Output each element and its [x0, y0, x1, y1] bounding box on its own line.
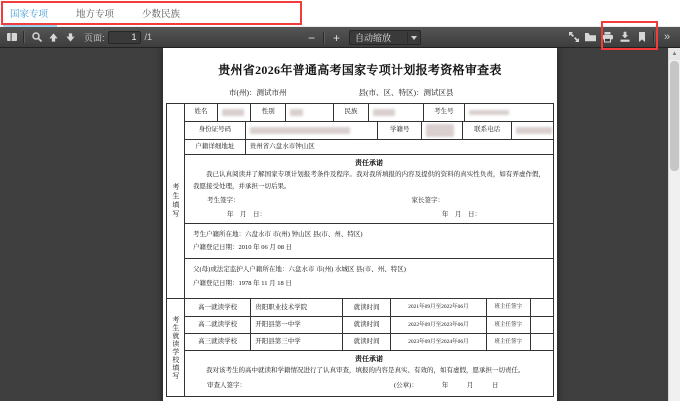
search-button[interactable] [28, 29, 45, 45]
bookmark-icon [637, 31, 647, 43]
candidate-no-value [465, 104, 553, 121]
page-number-label: 页面: [84, 32, 105, 43]
grade1-time-label: 就读时间 [343, 299, 391, 316]
school-section-label: 考生就读学校填写 [167, 299, 185, 396]
redacted-value [222, 109, 244, 116]
table-row [185, 299, 553, 316]
zoom-out-button[interactable]: − [307, 30, 315, 45]
grade3-time-value: 2023年09月至2024年06月 [391, 334, 487, 350]
grade1-teacher-label: 班主任签字 [487, 299, 531, 316]
grade3-teacher-label: 班主任签字 [487, 334, 531, 350]
toolbar-separator [23, 31, 25, 43]
residence-line: 考生户籍所在地：六盘水市 市(州) 钟山区 县(市、州、特区) [193, 230, 363, 238]
official-seal-label: (公章)： [394, 382, 418, 390]
candidate-pledge [185, 154, 553, 223]
guardian-residence-row [185, 258, 553, 298]
grade2-school-label: 高二就读学校 [185, 317, 251, 333]
pledge-body: 我已认真阅读并了解国家专项计划报考条件及程序。我对我所填报的内容及提供的资料的真实性负责，如有弄虚作假，我愿接受处理，并承担一切后果。 [193, 170, 545, 191]
address-label: 户籍详细地址 [185, 140, 246, 154]
table-row [185, 333, 553, 350]
gender-value [286, 104, 334, 121]
school-pledge [185, 350, 553, 396]
table-row [185, 139, 553, 154]
pledge-title: 责任承诺 [355, 355, 383, 364]
grade2-school-value: 开阳县第一中学 [251, 317, 343, 333]
scroll-up-icon: ▲ [671, 51, 678, 57]
table-row [185, 104, 553, 121]
pledge-body: 我对该考生的高中就读和学籍情况进行了认真审查，填报的内容是真实、有效的，如有虚假，愿承担一切责任。 [206, 367, 525, 374]
search-icon [31, 31, 43, 43]
redacted-value [426, 124, 454, 137]
county-field: 县(市、区、特区)：测试区县 [358, 88, 454, 97]
review-date-label: 年 月 日 [441, 382, 505, 390]
school-section [167, 298, 553, 396]
table-row [185, 121, 553, 139]
candidate-no-label: 考生号 [424, 104, 464, 121]
print-button[interactable] [599, 29, 616, 45]
student-no-label: 学籍号 [378, 122, 422, 139]
sidebar-toggle-icon [6, 31, 18, 43]
ethnic-label: 民族 [334, 104, 369, 121]
vertical-scrollbar[interactable] [668, 48, 680, 401]
tab-local-special[interactable]: 地方专项 [76, 9, 115, 20]
grade3-school-value: 开阳县第三中学 [251, 334, 343, 350]
grade3-school-label: 高三就读学校 [185, 334, 251, 350]
dropdown-arrow-box [407, 32, 417, 43]
redacted-value [250, 127, 350, 134]
presentation-mode-button[interactable] [565, 29, 582, 45]
grade2-teacher-label: 班主任签字 [487, 317, 531, 333]
pdf-toolbar [0, 27, 680, 48]
pledge-title: 责任承诺 [355, 159, 383, 167]
guardian-date-line: 户籍登记日期：1978 年 11 月 18 日 [193, 279, 292, 287]
grade3-time-label: 就读时间 [343, 334, 391, 350]
candidate-residence-row [185, 223, 553, 258]
next-page-button[interactable] [62, 29, 79, 45]
arrow-up-icon [48, 32, 59, 43]
current-view-button[interactable] [633, 29, 650, 45]
previous-page-button[interactable] [45, 29, 62, 45]
residence-date-line: 户籍登记日期：2010 年 06 月 08 日 [193, 244, 293, 252]
page-total-label: /1 [144, 32, 153, 42]
scroll-up-button[interactable] [669, 48, 680, 60]
chevron-down-icon [411, 36, 417, 40]
pdf-viewer-area [0, 48, 680, 401]
candidate-section [167, 104, 553, 298]
redacted-value [290, 109, 303, 116]
grade2-teacher-signature [531, 317, 553, 333]
arrow-down-icon [65, 32, 76, 43]
zoom-select[interactable] [349, 30, 421, 45]
presentation-mode-icon [568, 31, 580, 43]
id-number-label: 身份证号码 [185, 122, 246, 139]
reviewer-signature-label: 审查人签字： [207, 382, 246, 390]
printer-icon [601, 31, 614, 43]
toolbar-separator [653, 31, 655, 43]
zoom-in-button[interactable]: + [332, 30, 340, 45]
grade1-school-label: 高一就读学校 [185, 299, 251, 316]
grade1-time-value: 2021年09月至2022年06月 [391, 299, 487, 316]
candidate-date-label: 年 月 日： [227, 210, 266, 218]
ethnic-value [369, 104, 424, 121]
review-form-table [166, 103, 554, 397]
grade2-time-label: 就读时间 [343, 317, 391, 333]
grade3-teacher-signature [531, 334, 553, 350]
grade2-time-value: 2022年09月至2023年06月 [391, 317, 487, 333]
download-button[interactable] [616, 29, 633, 45]
download-icon [619, 31, 631, 43]
toolbar-separator [323, 32, 325, 44]
redacted-value [373, 109, 395, 116]
zoom-select-value: 自动缩放 [355, 33, 392, 43]
grade1-school-value: 贵阳职业技术学院 [251, 299, 343, 316]
more-tools-button[interactable]: » [663, 31, 670, 43]
parent-date-label: 年 月 日： [442, 210, 481, 218]
page-number-input[interactable] [108, 31, 141, 44]
gender-label: 性别 [251, 104, 286, 121]
category-tabbar [0, 0, 680, 27]
table-row [185, 316, 553, 333]
tab-ethnic-minority[interactable]: 少数民族 [142, 9, 181, 20]
candidate-signature-label: 考生签字： [207, 197, 240, 205]
city-field: 市(州)：测试市州 [229, 88, 287, 97]
phone-value [512, 122, 552, 139]
redacted-value [516, 127, 551, 134]
tab-national-special[interactable]: 国家专项 [9, 0, 49, 27]
parent-signature-label: 家长签字： [411, 197, 444, 205]
folder-icon [584, 31, 597, 43]
name-value [218, 104, 251, 121]
phone-label: 联系电话 [463, 122, 513, 139]
document-page [163, 48, 557, 401]
guardian-line: 父(母)或法定监护人户籍所在地：六盘水市 市(州) 水城区 县(市、州、特区) [193, 265, 406, 273]
document-title: 贵州省2026年普通高考国家专项计划报考资格审查表 [218, 63, 502, 77]
candidate-section-label: 考生填写 [167, 104, 185, 298]
redacted-value [469, 110, 509, 115]
open-file-button[interactable] [582, 29, 599, 45]
address-value: 贵州省六盘水市钟山区 [249, 142, 315, 150]
grade1-teacher-signature [531, 299, 553, 316]
document-subheader [229, 87, 533, 98]
student-no-value [422, 122, 462, 139]
zoom-controls [303, 27, 421, 48]
id-number-value [246, 122, 378, 139]
scrollbar-thumb[interactable] [670, 61, 679, 171]
toolbar-right-group [565, 29, 677, 45]
name-label: 姓名 [185, 104, 218, 121]
sidebar-toggle-button[interactable] [3, 29, 20, 45]
